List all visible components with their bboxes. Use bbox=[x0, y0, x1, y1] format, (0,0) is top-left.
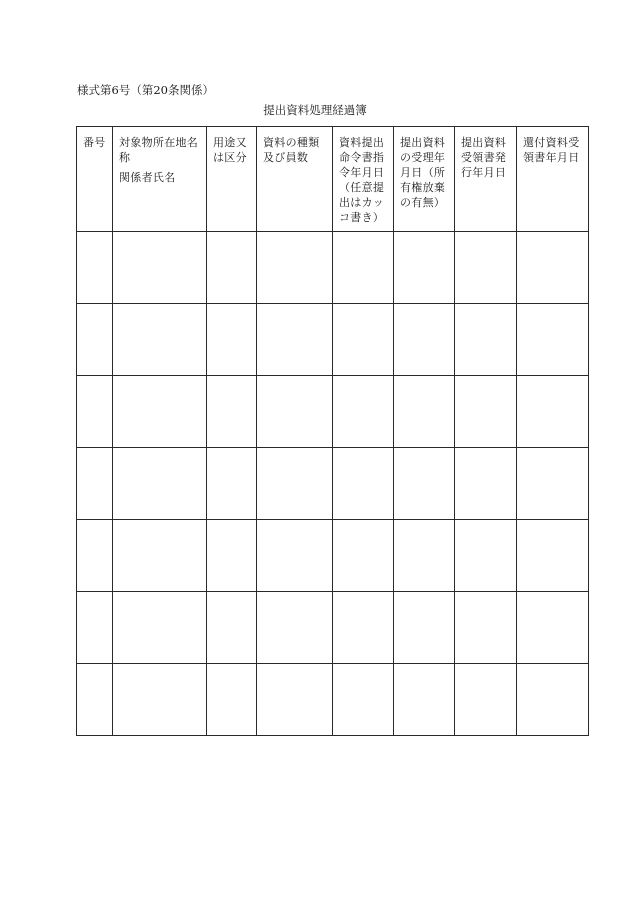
table-row bbox=[77, 232, 589, 304]
table-cell bbox=[455, 232, 517, 304]
col-header-receipt-date bbox=[394, 127, 455, 232]
col-header-number bbox=[77, 127, 113, 232]
table-row bbox=[77, 376, 589, 448]
table-header-row bbox=[77, 127, 589, 232]
table-cell bbox=[455, 304, 517, 376]
form-number-label: 様式第6号（第20条関係） bbox=[77, 83, 214, 97]
table-cell bbox=[257, 448, 333, 520]
table-row bbox=[77, 304, 589, 376]
table-cell bbox=[394, 520, 455, 592]
col-header-return-date-label: 還付資料受領書年月日 bbox=[523, 136, 580, 164]
col-header-number-label: 番号 bbox=[83, 136, 106, 149]
table-cell bbox=[207, 304, 257, 376]
col-header-material-type-label: 資料の種類及び員数 bbox=[263, 136, 320, 164]
table-cell bbox=[113, 520, 207, 592]
table-cell bbox=[257, 232, 333, 304]
col-header-issue-date-label: 提出資料受領書発行年月日 bbox=[461, 136, 507, 179]
table-cell bbox=[77, 376, 113, 448]
table-cell bbox=[394, 592, 455, 664]
table-cell bbox=[455, 376, 517, 448]
table-cell bbox=[257, 376, 333, 448]
table-cell bbox=[207, 664, 257, 736]
table-cell bbox=[333, 520, 394, 592]
table-cell bbox=[394, 376, 455, 448]
table-cell bbox=[455, 448, 517, 520]
col-header-material-type bbox=[257, 127, 333, 232]
table-cell bbox=[77, 664, 113, 736]
table-cell bbox=[113, 664, 207, 736]
table-cell bbox=[113, 304, 207, 376]
table-cell bbox=[517, 376, 589, 448]
table-cell bbox=[113, 232, 207, 304]
col-header-return-date bbox=[517, 127, 589, 232]
table-cell bbox=[207, 376, 257, 448]
table-cell bbox=[394, 304, 455, 376]
table-cell bbox=[77, 520, 113, 592]
table-cell bbox=[77, 592, 113, 664]
table-cell bbox=[207, 592, 257, 664]
table-cell bbox=[333, 448, 394, 520]
col-header-target bbox=[113, 127, 207, 232]
table-cell bbox=[394, 448, 455, 520]
table-cell bbox=[394, 664, 455, 736]
col-header-order-date bbox=[333, 127, 394, 232]
table-body bbox=[77, 232, 589, 736]
table-row bbox=[77, 448, 589, 520]
table-cell bbox=[333, 232, 394, 304]
table-cell bbox=[455, 520, 517, 592]
table-cell bbox=[113, 592, 207, 664]
table-cell bbox=[257, 592, 333, 664]
table-cell bbox=[394, 232, 455, 304]
table-cell bbox=[517, 448, 589, 520]
table-cell bbox=[333, 664, 394, 736]
table-cell bbox=[207, 232, 257, 304]
col-header-usage-label: 用途又は区分 bbox=[213, 136, 247, 164]
table-row bbox=[77, 520, 589, 592]
table-cell bbox=[333, 376, 394, 448]
col-header-receipt-date-label: 提出資料の受理年月日（所有権放棄の有無） bbox=[400, 136, 446, 209]
col-header-target-sublabel: 関係者氏名 bbox=[119, 171, 176, 184]
table-cell bbox=[257, 520, 333, 592]
record-table bbox=[76, 126, 589, 736]
table-cell bbox=[257, 304, 333, 376]
table-cell bbox=[517, 520, 589, 592]
table-cell bbox=[455, 664, 517, 736]
table-cell bbox=[517, 592, 589, 664]
col-header-order-date-label: 資料提出命令書指令年月日（任意提出はカッコ書き） bbox=[339, 136, 385, 224]
table-cell bbox=[77, 304, 113, 376]
col-header-issue-date bbox=[455, 127, 517, 232]
col-header-usage bbox=[207, 127, 257, 232]
document-title: 提出資料処理経過簿 bbox=[263, 103, 367, 117]
table-row bbox=[77, 664, 589, 736]
table-cell bbox=[207, 520, 257, 592]
table-cell bbox=[257, 664, 333, 736]
table-cell bbox=[333, 592, 394, 664]
table-row bbox=[77, 592, 589, 664]
col-header-target-label: 対象物所在地名称 bbox=[119, 136, 199, 164]
table-cell bbox=[77, 448, 113, 520]
table-cell bbox=[113, 376, 207, 448]
table-cell bbox=[207, 448, 257, 520]
table-cell bbox=[77, 232, 113, 304]
table-cell bbox=[113, 448, 207, 520]
table-cell bbox=[517, 304, 589, 376]
table-cell bbox=[333, 304, 394, 376]
table-cell bbox=[517, 664, 589, 736]
table-cell bbox=[517, 232, 589, 304]
table-cell bbox=[455, 592, 517, 664]
